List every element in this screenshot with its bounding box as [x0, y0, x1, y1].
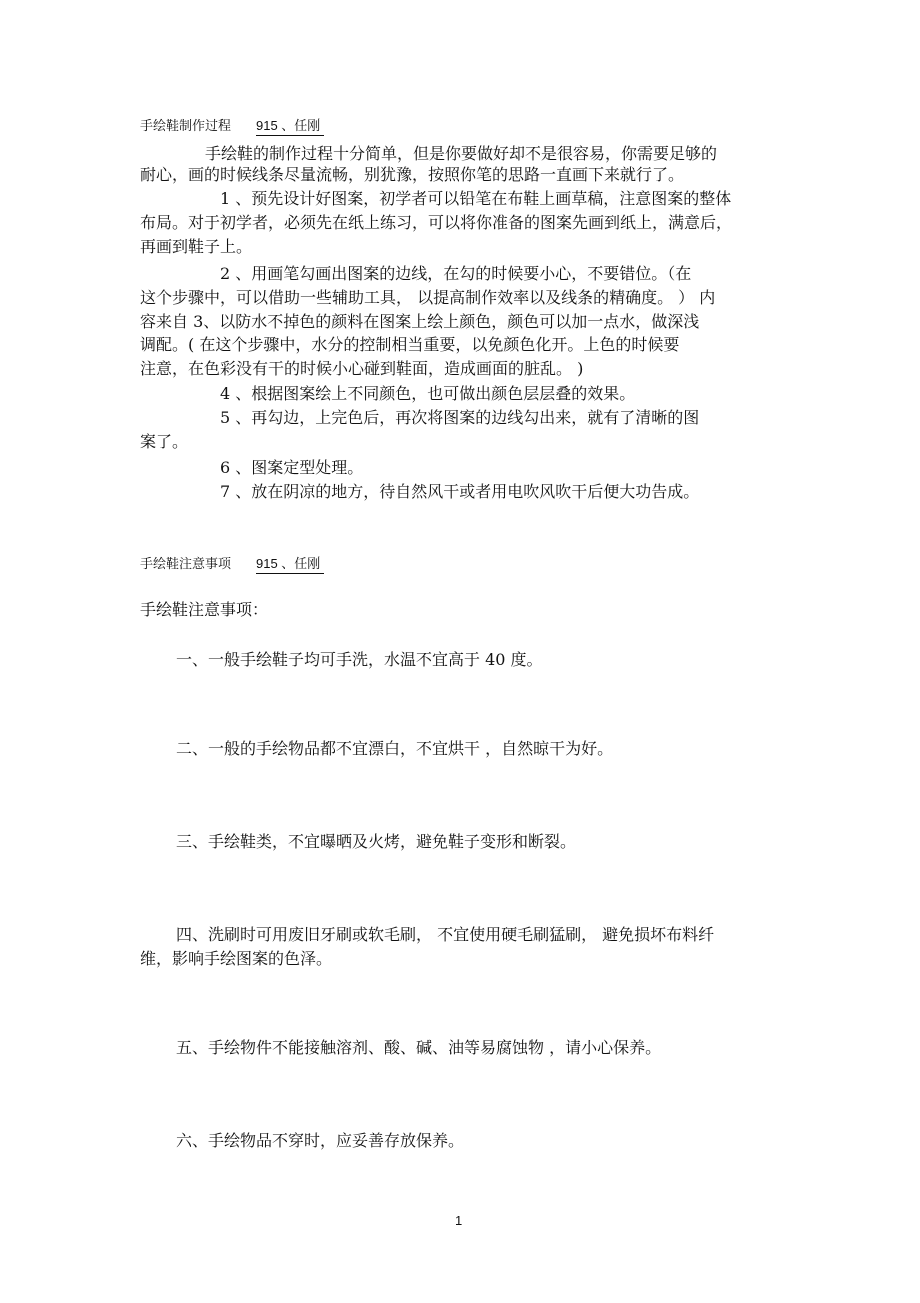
care-item: 五、手绘物件不能接触溶剂、酸、碱、油等易腐蚀物 ，请小心保养。	[176, 1038, 662, 1057]
section1-line: 7 、放在阴凉的地方，待自然风干或者用电吹风吹干后便大功告成。	[220, 482, 700, 501]
section1-line: 布局。对于初学者，必须先在纸上练习，可以将你准备的图案先画到纸上，满意后，	[140, 213, 733, 232]
section1-line: 案了。	[140, 432, 189, 451]
section2-title: 手绘鞋注意事项	[140, 557, 232, 572]
section1-line: 2 、用画笔勾画出图案的边线，在勾的时候要小心，不要错位。（在	[220, 264, 692, 283]
section1-line: 注意，在色彩没有干的时候小心碰到鞋面，造成画面的脏乱。 )	[140, 359, 584, 378]
care-item: 三、手绘鞋类，不宜曝晒及火烤，避免鞋子变形和断裂。	[176, 832, 577, 851]
care-item: 四、洗刷时可用废旧牙刷或软毛刷， 不宜使用硬毛刷猛刷， 避免损坏布料纤	[176, 925, 715, 944]
section1-line: 容来自 3、以防水不掉色的颜料在图案上绘上颜色，颜色可以加一点水，做深浅	[140, 312, 700, 331]
section2-author: 915 、任刚	[256, 553, 324, 574]
care-item: 二、一般的手绘物品都不宜漂白，不宜烘干 ，自然晾干为好。	[176, 739, 614, 758]
section1-line: 4 、根据图案绘上不同颜色，也可做出颜色层层叠的效果。	[220, 384, 636, 403]
section1-line: 这个步骤中，可以借助一些辅助工具， 以提高制作效率以及线条的精确度。 ） 内	[140, 288, 716, 307]
section1-line: 手绘鞋的制作过程十分简单，但是你要做好却不是很容易，你需要足够的	[205, 144, 718, 163]
page-number: 1	[455, 1213, 463, 1228]
care-item: 一、一般手绘鞋子均可手洗，水温不宜高于 40 度。	[176, 650, 543, 669]
section1-line: 1 、预先设计好图案，初学者可以铅笔在布鞋上画草稿，注意图案的整体	[220, 189, 732, 208]
care-item: 维，影响手绘图案的色泽。	[140, 949, 333, 968]
section1-line: 耐心，画的时候线条尽量流畅，别犹豫，按照你笔的思路一直画下来就行了。	[140, 165, 685, 184]
section1-title: 手绘鞋制作过程	[140, 119, 232, 134]
section1-line: 6 、图案定型处理。	[220, 458, 364, 477]
section1-author: 915 、任刚	[256, 115, 324, 136]
care-item: 六、手绘物品不穿时，应妥善存放保养。	[176, 1131, 465, 1150]
section1-line: 调配。( 在这个步骤中，水分的控制相当重要，以免颜色化开。上色的时候要	[140, 335, 680, 354]
section1-line: 再画到鞋子上。	[140, 237, 253, 256]
section1-line: 5 、再勾边，上完色后，再次将图案的边线勾出来，就有了清晰的图	[220, 408, 700, 427]
section2-heading: 手绘鞋注意事项：	[140, 600, 269, 619]
